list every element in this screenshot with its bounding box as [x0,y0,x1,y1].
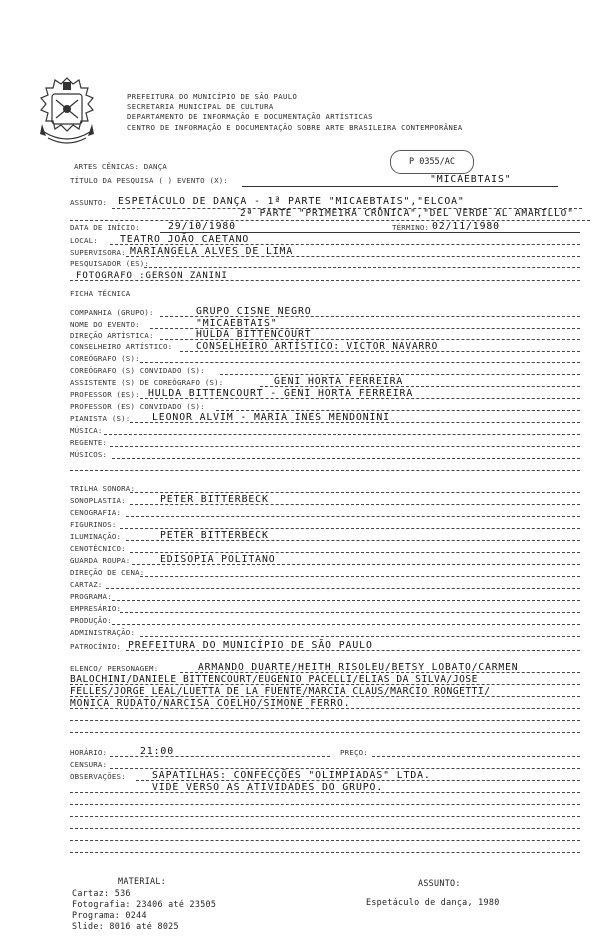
observacoes-line-6 [70,840,580,841]
companhia-label: COMPANHIA (GRUPO): [70,308,154,317]
guarda-roupa-line [132,564,580,565]
programa-label: PROGRAMA: [70,592,112,601]
empresario-label: EMPRESÁRIO: [70,604,122,613]
cenografia-line [126,516,580,517]
pianista-label: PIANISTA (S): [70,414,131,423]
observacoes-line-5 [70,828,580,829]
figurinos-line [120,528,580,529]
cartaz-line [106,588,580,589]
cenotecnico-line [130,552,580,553]
coreografo-convidado-label: COREÓGRAFO (S) CONVIDADO (S): [70,366,205,375]
data-inicio-value: 29/10/1980 [168,221,236,232]
elenco-line-5 [70,720,580,721]
material-slide: Slide: 8016 até 8025 [72,921,179,931]
artes-cenicas-label: ARTES CÊNICAS: DANÇA [74,162,167,171]
nome-evento-label: NOME DO EVENTO: [70,320,140,329]
horario-label: HORÁRIO: [70,748,108,757]
elenco-line-4 [70,708,580,709]
patrocinio-line [126,650,580,651]
material-label: MATERIAL: [118,876,167,886]
iluminacao-line [126,540,580,541]
companhia-line [160,316,580,317]
patrocinio-value: PREFEITURA DO MUNICÍPIO DE SÃO PAULO [128,640,373,651]
cenografia-label: CENOGRAFIA: [70,508,122,517]
professor-label: PROFESSOR (ES): [70,390,140,399]
local-label: LOCAL: [70,236,98,245]
header-secretaria: SECRETARIA MUNICIPAL DE CULTURA [127,102,274,111]
iluminacao-label: ILUMINAÇÃO: [70,532,122,541]
sonoplastia-value: PETER BITTERBECK [160,494,269,505]
elenco-value-2: BALOCHINI/DANIELE BITTENCOURT/EUGENIO PACELLI/ELIAS DA SILVA/JOSE [70,674,478,685]
professor-value: HULDA BITTENCOURT - GENI HORTA FERREIRA [148,388,414,399]
direcao-artistica-line [160,339,580,340]
trilha-line [130,492,580,493]
municipal-seal-icon [34,74,100,150]
elenco-line-6 [70,732,580,733]
censura-line [110,768,580,769]
cenotecnico-label: CENOTÉCNICO: [70,544,126,553]
guarda-roupa-value: EDISOPIA POLITANO [160,554,276,565]
programa-line [112,600,580,601]
elenco-value-3: FELLES/JORGE LEAL/LUETTA DE LA FUENTE/MARCIA CLAUS/MARCIO RONGETTI/ [70,686,491,697]
titulo-line [242,186,558,187]
observacoes-value-1: SAPATILHAS: CONFECÇÕES "OLIMPIADAS" LTDA. [152,770,431,781]
regente-label: REGENTE: [70,438,108,447]
elenco-line-1 [180,672,580,673]
iluminacao-value: PETER BITTERBECK [160,530,269,541]
direcao-artistica-label: DIREÇÃO ARTÍSTICA: [70,331,154,340]
fotografo-value: FOTOGRAFO :GERSON ZANINI [76,271,228,281]
supervisora-label: SUPERVISORA: [70,248,126,257]
assunto-value-1: ESPETÁCULO DE DANÇA - 1ª PARTE "MICAEBTAIS","ELCOA" [118,196,465,207]
supervisora-line [126,256,580,257]
musica-line [104,434,580,435]
header-prefeitura: PREFEITURA DO MUNICÍPIO DE SÃO PAULO [127,92,298,101]
musicos-line-1 [112,458,580,459]
header-departamento: DEPARTAMENTO DE INFORMAÇÃO E DOCUMENTAÇÃO ARTÍSTICAS [127,112,373,121]
observacoes-label: OBSERVAÇÕES: [70,772,126,781]
horario-value: 21:00 [140,746,174,757]
local-value: TEATRO JOÃO CAETANO [120,234,250,245]
elenco-label: ELENCO/ PERSONAGEM: [70,664,159,673]
footer-assunto-label: ASSUNTO: [418,878,461,888]
titulo-label: TÍTULO DA PESQUISA ( ) EVENTO (X): [70,176,229,185]
musicos-line-2 [70,470,580,471]
observacoes-line-1 [136,780,580,781]
empresario-line [120,612,580,613]
professor-convidado-line [216,410,580,411]
coreografo-line [140,362,580,363]
guarda-roupa-label: GUARDA ROUPA: [70,556,131,565]
fotografo-line [70,280,580,281]
elenco-value-4: MONICA RUDATO/NARCISA COELHO/SIMONE FERRO. [70,698,351,709]
administracao-line [140,636,580,637]
supervisora-value: MARIANGELA ALVES DE LIMA [130,246,294,257]
figurinos-label: FIGURINOS: [70,520,117,529]
producao-line [112,624,580,625]
conselheiro-line [180,351,580,352]
observacoes-line-2 [70,792,580,793]
data-line [160,232,580,233]
elenco-line-3 [70,696,580,697]
assistente-line [260,386,580,387]
material-fotografia: Fotografia: 23406 até 23505 [72,899,217,909]
termino-label: TÉRMINO: [392,223,430,232]
direcao-cena-label: DIREÇÃO DE CENA: [70,568,145,577]
conselheiro-value: CONSELHEIRO ARTÍSTICO: VICTOR NAVARRO [196,341,439,352]
assistente-label: ASSISTENTE (S) DE COREÓGRAFO (S): [70,378,224,387]
coreografo-convidado-line [220,374,580,375]
elenco-value-1: ARMANDO DUARTE/HEITH RISOLEU/BETSY LOBATO/CARMEN [198,662,519,673]
producao-label: PRODUÇÃO: [70,616,112,625]
preco-label: PREÇO: [340,748,368,757]
material-programa: Programa: 0244 [72,910,147,920]
direcao-artistica-value: HULDA BITTENCOURT [196,329,312,340]
observacoes-line-3 [70,804,580,805]
pesquisador-label: PESQUISADOR (ES): [70,259,150,268]
data-inicio-label: DATA DE INÍCIO: [70,223,140,232]
header-centro: CENTRO DE INFORMAÇÃO E DOCUMENTAÇÃO SOBRE ARTE BRASILEIRA CONTEMPORÂNEA [127,123,463,132]
sonoplastia-line [130,504,580,505]
musicos-label: MÚSICOS: [70,450,108,459]
administracao-label: ADMINISTRAÇÃO: [70,628,136,637]
musica-label: MÚSICA: [70,426,103,435]
material-cartaz: Cartaz: 536 [72,888,131,898]
regente-line [110,446,580,447]
ficha-tecnica-heading: FICHA TÉCNICA [70,289,131,298]
conselheiro-label: CONSELHEIRO ARTÍSTICO: [70,342,173,351]
direcao-cena-line [140,576,580,577]
preco-line [372,756,580,757]
local-line [110,244,580,245]
sonoplastia-label: SONOPLASTIA: [70,496,126,505]
nome-evento-value: "MICAEBTAIS" [196,318,278,329]
titulo-value: "MICAEBTAIS" [430,174,512,185]
censura-label: CENSURA: [70,760,108,769]
archive-stamp: P 0355/AC [390,150,474,174]
professor-line [140,398,580,399]
horario-line [110,756,330,757]
pianista-value: LEONOR ALVIM - MARIA INES MENDONINI [152,412,390,423]
trilha-label: TRILHA SONORA: [70,484,136,493]
coreografo-label: COREÓGRAFO (S): [70,354,140,363]
assistente-value: GENI HORTA FERREIRA [274,376,404,387]
observacoes-line-4 [70,816,580,817]
pesquisador-line [144,267,580,268]
pianista-line [130,422,580,423]
cartaz-label: CARTAZ: [70,580,103,589]
assunto-value-2: 2ª PARTE "PRIMEIRA CRÔNICA","DEL VERDE AL AMARILLO" [240,208,574,219]
observacoes-value-2: VIDE VERSO AS ATIVIDADES DO GRUPO. [152,782,384,793]
patrocinio-label: PATROCÍNIO: [70,642,122,651]
elenco-line-2 [70,684,580,685]
observacoes-line-7 [70,852,580,853]
footer-assunto-value: Espetáculo de dança, 1980 [366,897,500,907]
assunto-label: ASSUNTO: [70,198,108,207]
companhia-value: GRUPO CISNE NEGRO [196,306,312,317]
professor-convidado-label: PROFESSOR (ES) CONVIDADO (S): [70,402,205,411]
termino-value: 02/11/1980 [432,221,500,232]
assunto-line-2 [70,220,590,221]
